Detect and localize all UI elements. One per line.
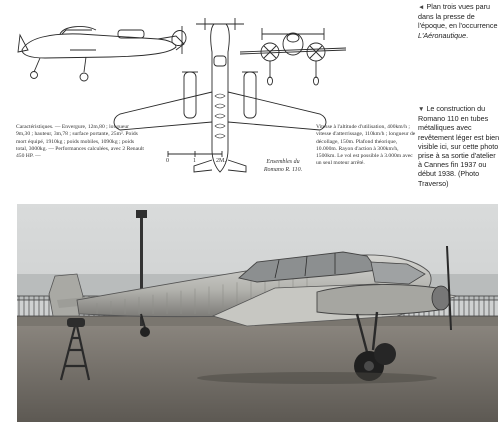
- scale-label-2m: 2M.: [216, 158, 226, 164]
- plan-caption: Ensembles du Romano R. 110.: [263, 159, 303, 173]
- side-view: [18, 26, 186, 81]
- caption-bottom-text: Le construction du Romano 110 en tubes métalliques avec revêtement léger est bien visible ici, sur cette photo prise à sa sortie d'atelier à Cannes fin 1937 ou début 1938. (Photo Traverso): [418, 104, 500, 188]
- caption-three-view: [418, 2, 500, 40]
- top-view: [114, 18, 326, 172]
- caption-top-end: .: [466, 30, 469, 40]
- specifications-right: Vitesse à l'altitude d'utilisation, 400km/h ; vitesse d'atterrissage, 110km/h ; longueur de décollage, 150m. Plafond théorique, 10.000m. Rayon d'action à 300km/h, 1500km. Le vol est possible à 3.000m avec un seul moteur arrêté.: [316, 124, 416, 167]
- aircraft-photo: [17, 204, 498, 422]
- scale-label-0: 0: [166, 158, 169, 164]
- caption-top-source: L'Aéronautique: [418, 30, 467, 40]
- caption-photo: [418, 104, 500, 188]
- caption-top-text: Plan trois vues paru dans la presse de l'époque, en l'occurrence: [418, 2, 498, 31]
- arrow-left-icon: ◄: [418, 4, 425, 11]
- scale-bar: [168, 151, 222, 157]
- aircraft-photo-image: [17, 204, 498, 422]
- specifications-left: Caractéristiques. — Envergure, 12m,80 ; longueur 9m,30 ; hauteur, 3m,78 ; surface portante, 25m². Poids mort équipé, 1910kg ; poids mobiles, 1090kg ; poids total, 3000kg. — Performances calculées, avec 2 Renault 450 HP. —: [16, 124, 144, 160]
- scale-label-1: 1: [193, 158, 196, 164]
- arrow-down-icon: ▼: [418, 106, 425, 113]
